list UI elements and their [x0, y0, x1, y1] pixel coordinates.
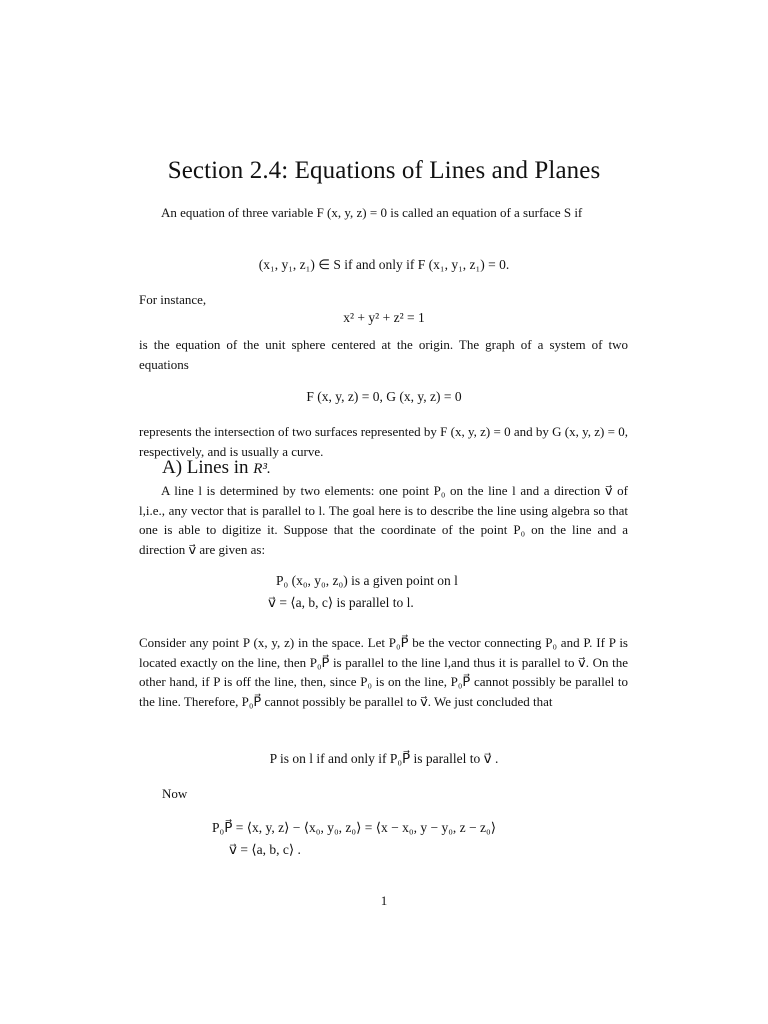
intersection-paragraph: represents the intersection of two surfaces represented by F (x, y, z) = 0 and by G (x, y, z) = 0, respectively, and is usually a curve.: [139, 424, 628, 459]
equation-surface-membership: (x₁, y₁, z₁) ∈ S if and only if F (x₁, y₁, z₁) = 0.: [258, 257, 510, 272]
page-number: 1: [380, 893, 388, 908]
line-paragraph: A line l is determined by two elements: one point P₀ on the line l and a direction v⃗ of l,i.e., any vector that is parallel to l. The goal here is to describe the line using algebra so that one is able to digitize it. Suppose that the coordinate of the point P₀ on the line and a direction v⃗ are given as:: [139, 483, 628, 557]
subsection-space: R³.: [253, 461, 271, 477]
subsection-heading: [162, 456, 271, 481]
equation-system: F (x, y, z) = 0, G (x, y, z) = 0: [306, 389, 462, 404]
equation-direction: v⃗ = ⟨a, b, c⟩ is parallel to l.: [268, 595, 414, 610]
intro-paragraph: An equation of three variable F (x, y, z) = 0 is called an equation of a surface S if: [161, 205, 583, 220]
sphere-paragraph: is the equation of the unit sphere centered at the origin. The graph of a system of two equations: [139, 337, 628, 372]
subsection-label: A) Lines in: [162, 457, 254, 478]
for-instance-text: For instance,: [139, 292, 207, 307]
equation-vector-v: v⃗ = ⟨a, b, c⟩ .: [229, 842, 301, 857]
section-title: Section 2.4: Equations of Lines and Planes: [167, 157, 601, 184]
equation-vector-p0p: P₀P⃗ = ⟨x, y, z⟩ − ⟨x₀, y₀, z₀⟩ = ⟨x − x₀, y − y₀, z − z₀⟩: [212, 820, 496, 835]
equation-conclusion: P is on l if and only if P₀P⃗ is parallel to v⃗ .: [269, 751, 499, 766]
equation-point: P₀ (x₀, y₀, z₀) is a given point on l: [276, 573, 458, 588]
consider-paragraph: Consider any point P (x, y, z) in the space. Let P₀P⃗ be the vector connecting P₀ and P. If P is located exactly on the line, then P₀P⃗ is parallel to the line l,and thus it is parallel to v⃗. On the other hand, if P is off the line, then, since P₀ is on the line, P₀P⃗ cannot possibly be parallel to the line. Therefore, P₀P⃗ cannot possibly be parallel to v⃗. We just concluded that: [139, 635, 628, 709]
now-text: Now: [162, 786, 188, 801]
equation-unit-sphere: x² + y² + z² = 1: [343, 310, 425, 325]
